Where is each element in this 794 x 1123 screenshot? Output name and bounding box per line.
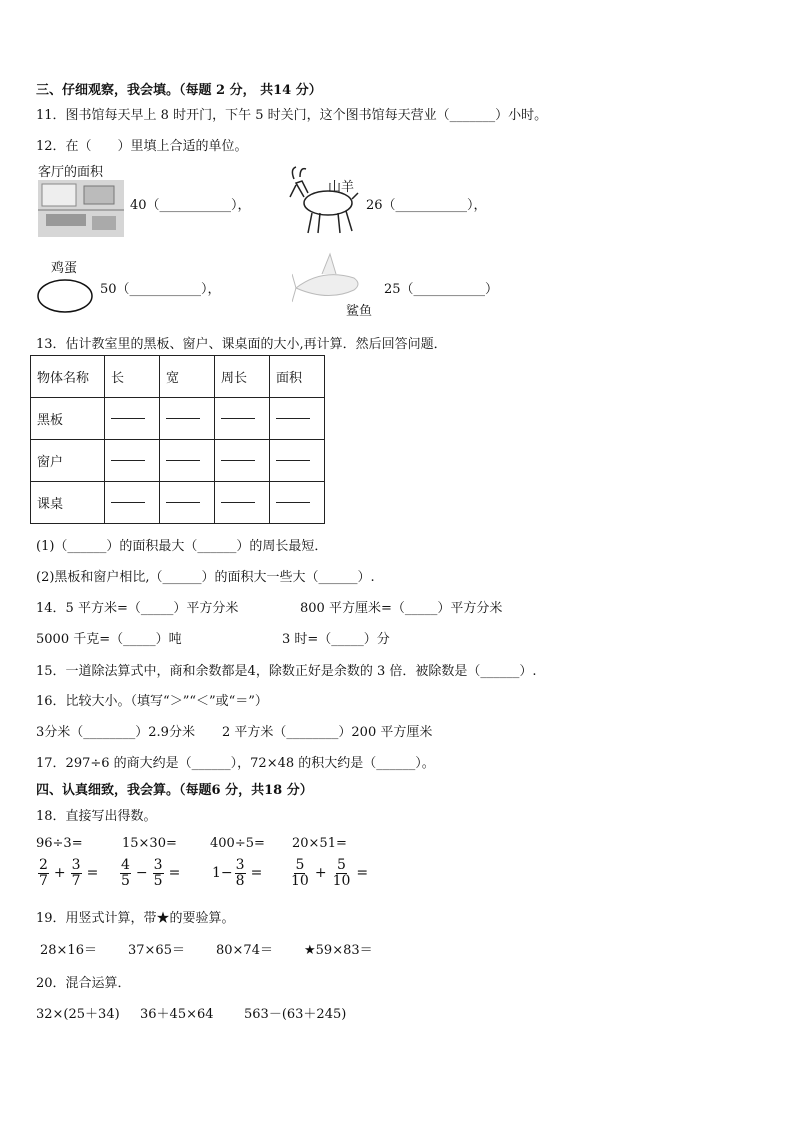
answer-blank[interactable] [111,502,145,503]
table-header: 面积 [270,356,325,398]
table-header: 周长 [215,356,270,398]
goat-icon [282,163,362,238]
question-16a: 3分米（________）2.9分米 [36,725,195,740]
equals-sign: = [168,865,181,882]
shark-label: 鲨鱼 [346,304,373,319]
calc-item: 28×16＝ [40,943,97,958]
goat-blank: 26（___________）， [366,198,487,213]
question-13-sub1: (1)（______）的面积最大（______）的周长最短． [36,539,328,554]
calc-item: 36＋45×64 [140,1007,214,1022]
answer-blank[interactable] [221,502,255,503]
table-row [31,482,325,524]
egg-icon [36,277,94,315]
numerator: 5 [295,857,305,873]
living-room-label: 客厅的面积 [38,165,104,180]
fraction-expression-1 [36,858,101,888]
question-15: 15．一道除法算式中，商和余数都是4，除数正好是余数的 3 倍．被除数是（______）. [36,664,537,679]
question-13-sub2: (2)黑板和窗户相比,（______）的面积大一些大（______）. [36,570,375,585]
calc-item: 20×51= [292,836,347,851]
calc-item: 96÷3= [36,836,83,851]
question-14c: 5000 千克=（_____）吨 [36,632,182,647]
question-11: 11．图书馆每天早上 8 时开门，下午 5 时关门，这个图书馆每天营业（_______）小时。 [36,108,548,123]
goat-label: 山羊 [328,180,355,195]
section-3-title: 三、仔细观察，我会填。（每题 2 分， 共14 分） [36,83,322,98]
question-20: 20．混合运算． [36,976,131,991]
calc-item: 15×30= [122,836,177,851]
numerator: 5 [337,857,346,873]
question-14a: 14．5 平方米=（_____）平方分米 [36,601,239,616]
row-label: 黑板 [31,398,105,440]
denominator: 7 [39,872,48,889]
fraction-expression-2 [118,858,183,888]
denominator: 8 [235,872,245,889]
numerator: 3 [71,857,81,873]
row-label: 课桌 [31,482,105,524]
answer-blank[interactable] [221,418,255,419]
question-12: 12．在（ ）里填上合适的单位。 [36,139,248,154]
living-room-image [38,180,124,237]
question-16b: 2 平方米（________）200 平方厘米 [222,725,433,740]
section-4-title: 四、认真细致，我会算。（每题6 分，共18 分） [36,783,313,798]
answer-blank[interactable] [276,418,310,419]
living-room-blank: 40（___________）， [130,198,251,213]
calc-item: 400÷5= [210,836,265,851]
leading-term: 1− [212,865,233,882]
denominator: 10 [332,872,351,889]
answer-blank[interactable] [111,460,145,461]
operator: + [53,865,66,882]
egg-label: 鸡蛋 [51,261,78,276]
operator: − [135,865,148,882]
table-header: 物体名称 [31,356,105,398]
numerator: 3 [153,857,163,873]
question-17: 17．297÷6 的商大约是（______），72×48 的积大约是（______）。 [36,756,435,771]
table-row [31,398,325,440]
answer-blank[interactable] [221,460,255,461]
equals-sign: = [86,865,99,882]
answer-blank[interactable] [166,460,200,461]
row-label: 窗户 [31,440,105,482]
question-13: 13．估计教室里的黑板、窗户、课桌面的大小,再计算．然后回答问题． [36,337,447,352]
fraction-expression-4 [288,858,371,888]
answer-blank[interactable] [276,502,310,503]
numerator: 2 [39,857,48,873]
denominator: 5 [153,872,163,889]
calc-item: 37×65＝ [128,943,185,958]
question-18: 18．直接写出得数。 [36,809,157,824]
question-19: 19．用竖式计算，带★的要验算。 [36,911,235,926]
numerator: 3 [235,857,245,873]
equals-sign: = [356,865,369,882]
denominator: 5 [121,872,130,889]
answer-blank[interactable] [111,418,145,419]
table-header-row [31,356,325,398]
calc-item: 32×(25＋34) [36,1007,120,1022]
answer-blank[interactable] [166,502,200,503]
question-16: 16．比较大小。（填写“＞”“＜”或“＝”） [36,694,268,709]
shark-blank: 25（___________） [384,282,499,297]
numerator: 4 [121,857,130,873]
table-header: 宽 [160,356,215,398]
equals-sign: = [250,865,263,882]
question-14d: 3 时=（_____）分 [282,632,390,647]
estimation-table [30,355,325,524]
table-row [31,440,325,482]
fraction-expression-3 [212,858,265,888]
calc-item: 80×74＝ [216,943,273,958]
denominator: 10 [291,872,309,889]
denominator: 7 [71,872,81,889]
answer-blank[interactable] [166,418,200,419]
table-header: 长 [105,356,160,398]
answer-blank[interactable] [276,460,310,461]
calc-item: 563－(63＋245) [244,1007,347,1022]
egg-blank: 50（___________）， [100,282,221,297]
calc-item: ★59×83＝ [304,943,373,958]
operator: + [314,865,327,882]
question-14b: 800 平方厘米=（_____）平方分米 [300,601,503,616]
